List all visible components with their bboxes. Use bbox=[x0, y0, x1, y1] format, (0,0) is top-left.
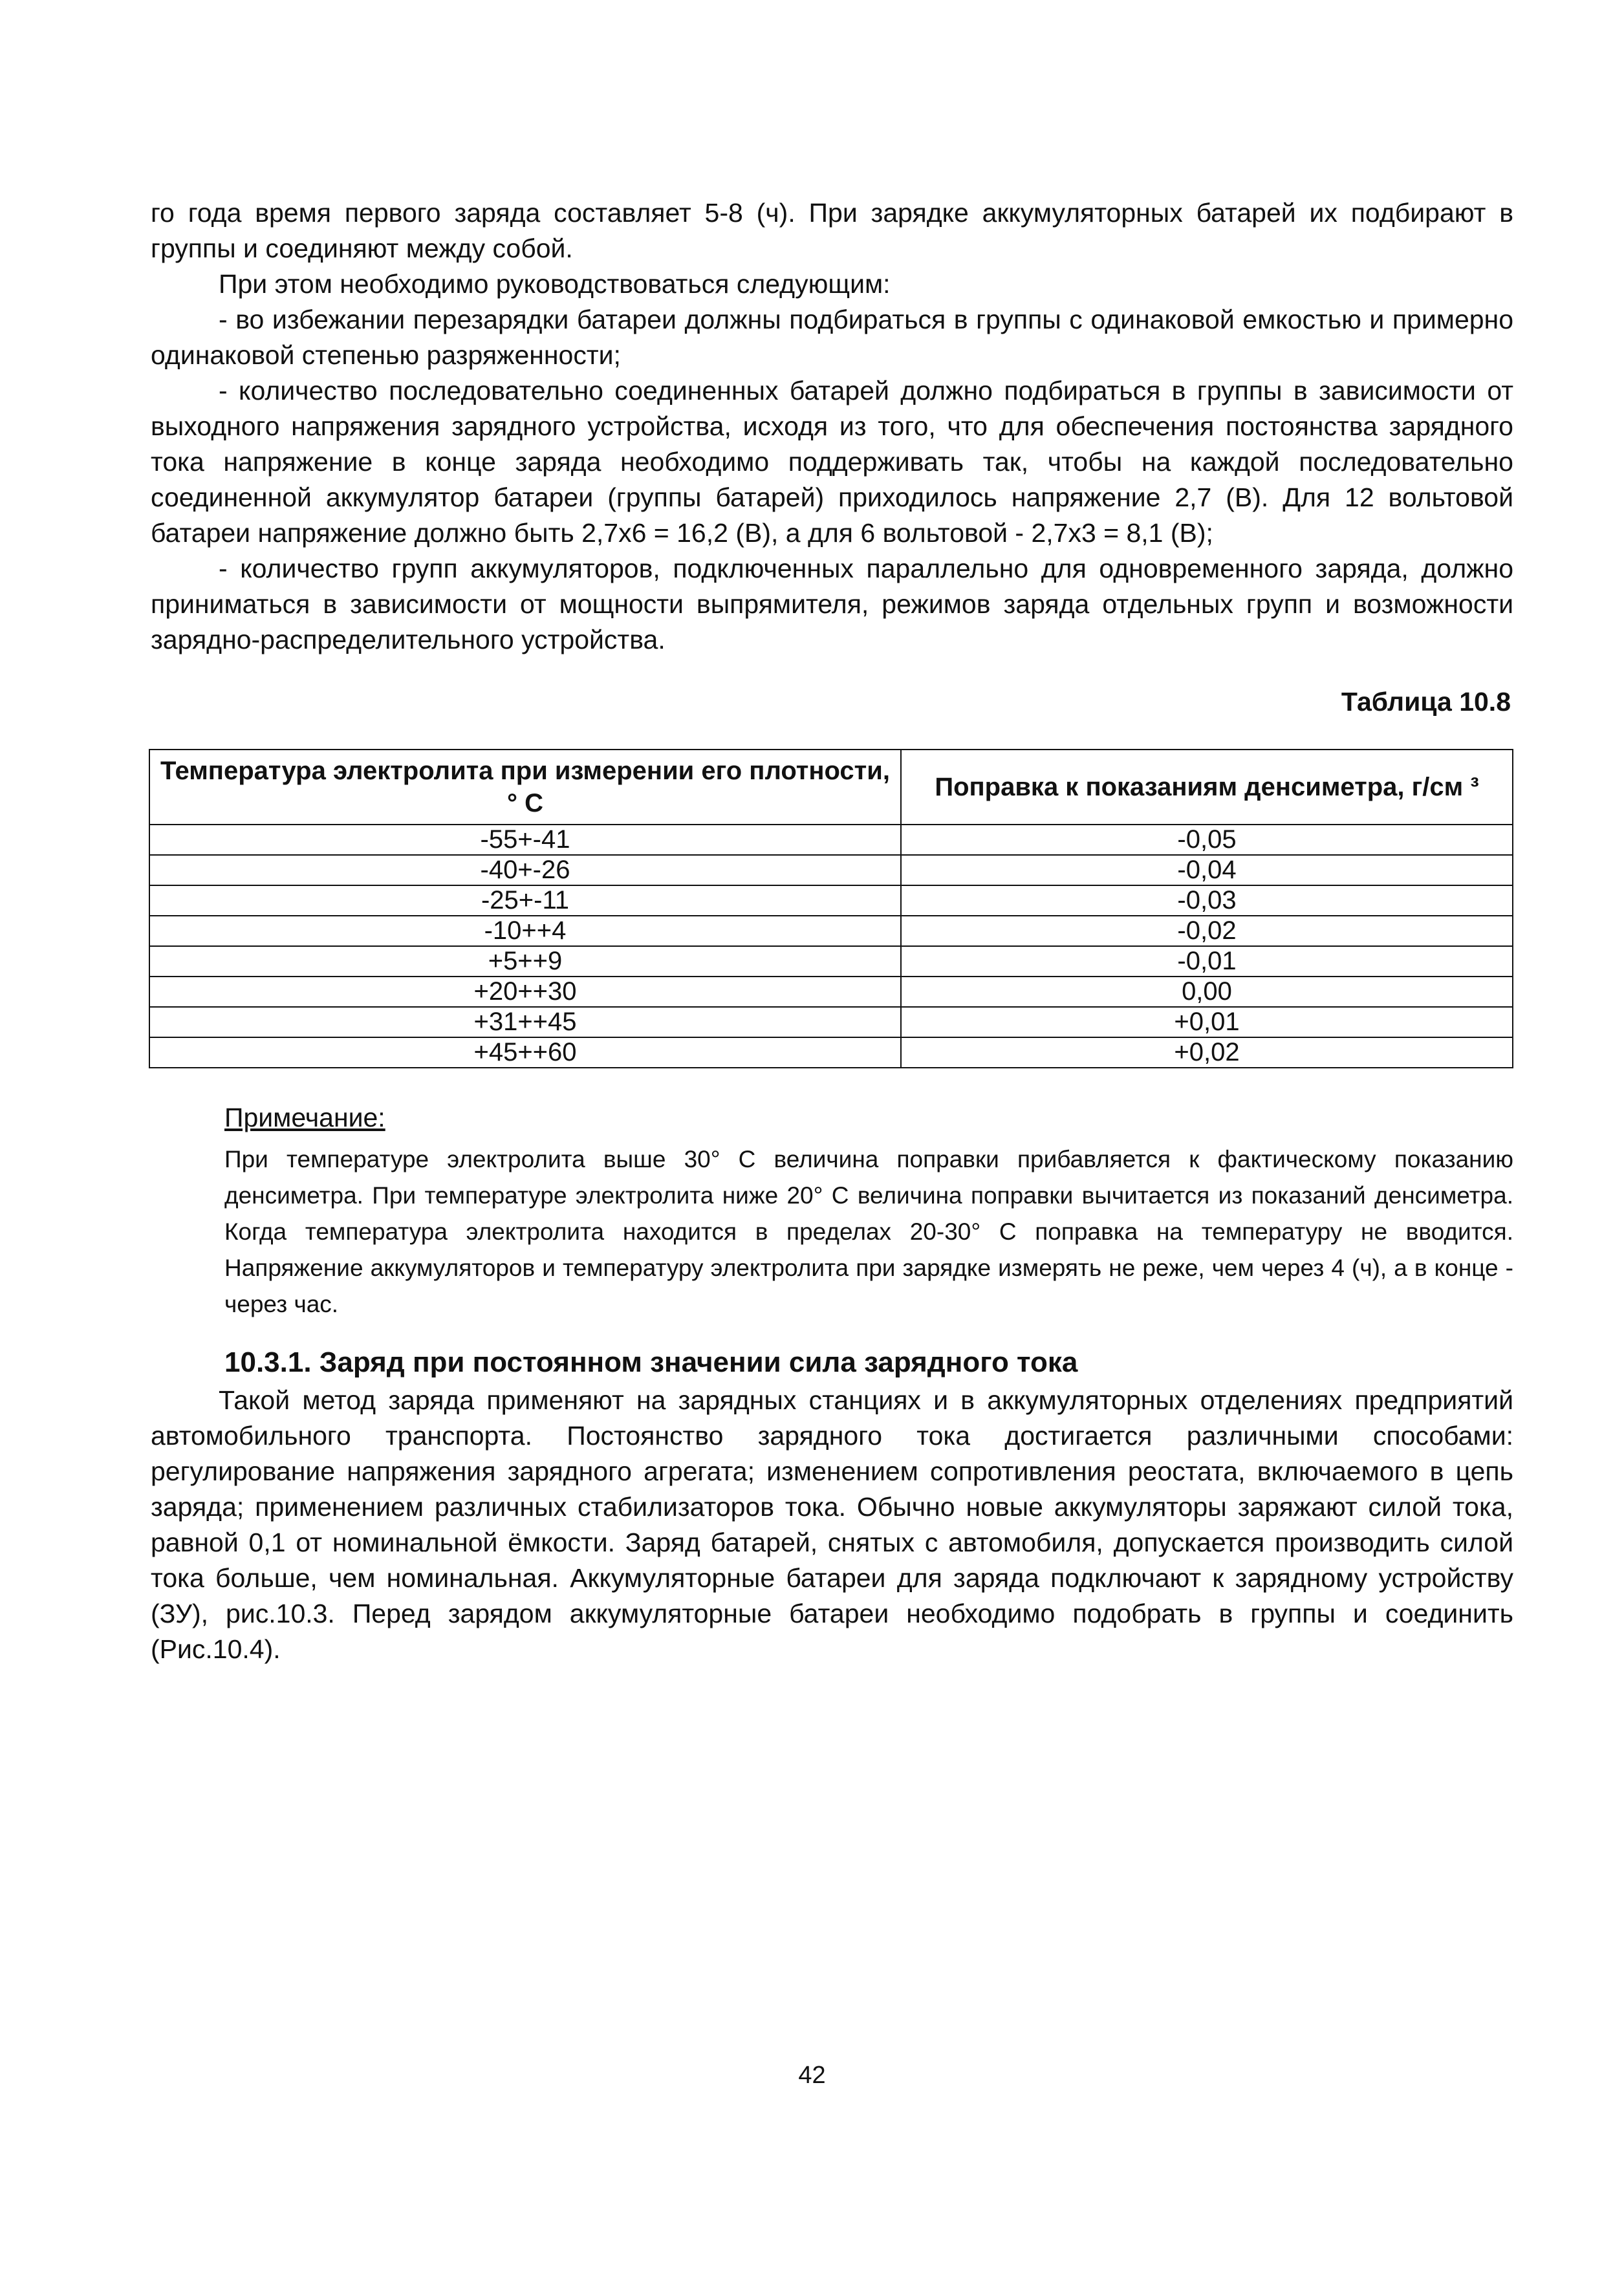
table-row bbox=[149, 977, 1513, 1007]
header-temperature: Температура электролита при измерении его плотности, ° С bbox=[149, 750, 901, 825]
cell-correction: -0,03 bbox=[901, 885, 1513, 916]
intro-paragraph-1: го года время первого заряда составляет 5-8 (ч). При зарядке аккумуляторных батарей их подбирают в группы и соединяют между собой. bbox=[151, 198, 1513, 263]
density-correction-table bbox=[149, 749, 1513, 1068]
section-heading: 10.3.1. Заряд при постоянном значении сила зарядного тока bbox=[224, 1346, 1078, 1378]
table-row bbox=[149, 1037, 1513, 1068]
table-caption: Таблица 10.8 bbox=[1341, 687, 1511, 717]
cell-correction: -0,01 bbox=[901, 946, 1513, 977]
table-row bbox=[149, 855, 1513, 885]
cell-temperature: -55+-41 bbox=[149, 825, 901, 855]
intro-list-item-1: - во избежании перезарядки батареи должны подбираться в группы с одинаковой емкостью и примерно одинаковой степенью разряженности; bbox=[151, 305, 1513, 370]
page-number: 42 bbox=[798, 2062, 826, 2089]
cell-correction: +0,01 bbox=[901, 1007, 1513, 1037]
cell-temperature: +20++30 bbox=[149, 977, 901, 1007]
cell-temperature: -25+-11 bbox=[149, 885, 901, 916]
table-row bbox=[149, 946, 1513, 977]
table-row bbox=[149, 1007, 1513, 1037]
header-correction: Поправка к показаниям денсиметра, г/см ³ bbox=[901, 750, 1513, 825]
intro-text bbox=[151, 195, 1513, 658]
section-paragraph: Такой метод заряда применяют на зарядных станциях и в аккумуляторных отделениях предприятий автомобильного транспорта. Постоянство зарядного тока достигается различными способами: регулирование напряжения зарядного агрегата; изменением сопротивления реостата, включаемого в цепь заряда; применением различных стабилизаторов тока. Обычно новые аккумуляторы заряжают силой тока, равной 0,1 от номинальной ёмкости. Заряд батарей, снятых с автомобиля, допускается производить силой тока больше, чем номинальная. Аккумуляторные батареи для заряда подключают к зарядному устройству (ЗУ), рис.10.3. Перед зарядом аккумуляторные батареи необходимо подобрать в группы и соединить (Рис.10.4). bbox=[151, 1385, 1513, 1664]
cell-correction: -0,05 bbox=[901, 825, 1513, 855]
table-header-row bbox=[149, 750, 1513, 825]
table-row bbox=[149, 885, 1513, 916]
intro-list-item-2: - количество последовательно соединенных батарей должно подбираться в группы в зависимости от выходного напряжения зарядного устройства, исходя из того, что для обеспечения постоянства зарядного тока напряжение в конце заряда необходимо поддерживать так, чтобы на каждой последовательно соединенной аккумулятор батареи (группы батарей) приходилось напряжение 2,7 (В). Для 12 вольтовой батареи напряжение должно быть 2,7х6 = 16,2 (В), а для 6 вольтовой - 2,7х3 = 8,1 (В); bbox=[151, 376, 1513, 548]
cell-temperature: -10++4 bbox=[149, 916, 901, 946]
intro-paragraph-2: При этом необходимо руководствоваться следующим: bbox=[219, 269, 891, 299]
cell-correction: 0,00 bbox=[901, 977, 1513, 1007]
cell-temperature: +31++45 bbox=[149, 1007, 901, 1037]
note-paragraph: При температуре электролита выше 30° С величина поправки прибавляется к фактическому показанию денсиметра. При температуре электролита ниже 20° С величина поправки вычитается из показаний денсиметра. Когда температура электролита находится в пределах 20-30° С поправка на температуру не вводится. Напряжение аккумуляторов и температуру электролита при зарядке измерять не реже, чем через 4 (ч), а в конце - через час. bbox=[224, 1146, 1513, 1317]
note-label: Примечание: bbox=[224, 1103, 385, 1132]
note-text bbox=[224, 1141, 1513, 1323]
cell-correction: -0,02 bbox=[901, 916, 1513, 946]
cell-temperature: +45++60 bbox=[149, 1037, 901, 1068]
intro-list-item-3: - количество групп аккумуляторов, подключенных параллельно для одновременного заряда, должно приниматься в зависимости от мощности выпрямителя, режимов заряда отдельных групп и возможности зарядно-распределительного устройства. bbox=[151, 554, 1513, 654]
cell-correction: +0,02 bbox=[901, 1037, 1513, 1068]
section-body bbox=[151, 1383, 1513, 1667]
cell-temperature: +5++9 bbox=[149, 946, 901, 977]
table-row bbox=[149, 825, 1513, 855]
table-row bbox=[149, 916, 1513, 946]
cell-correction: -0,04 bbox=[901, 855, 1513, 885]
cell-temperature: -40+-26 bbox=[149, 855, 901, 885]
